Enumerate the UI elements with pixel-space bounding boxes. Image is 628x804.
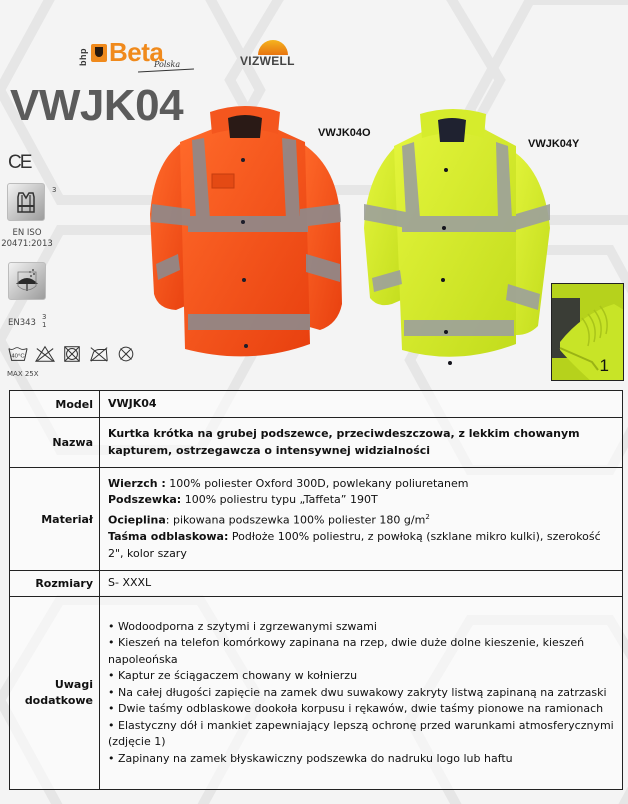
list-item: • Zapinany na zamek błyskawiczny podszewka do nadruku logo lub haftu [108, 751, 614, 768]
row-label-sizes: Rozmiary [10, 571, 100, 597]
row-label-name: Nazwa [10, 418, 100, 468]
rain-standard: EN343 [8, 318, 36, 328]
sun-icon [258, 40, 288, 55]
ce-mark: CE [8, 152, 31, 173]
no-tumble-dry-icon [62, 345, 82, 363]
table-row-sizes [10, 571, 623, 597]
no-iron-icon [89, 345, 109, 363]
material-outer: Wierzch : 100% poliester Oxford 300D, powlekany poliuretanem [108, 476, 469, 490]
list-item: • Dwie taśmy odblaskowe dookoła korpusu i rękawów, dwie taśmy pionowe na ramionach [108, 701, 614, 718]
table-row-material [10, 468, 623, 571]
care-symbols [8, 345, 136, 363]
umbrella-rain-icon [8, 262, 46, 300]
cuff-detail-photo [551, 283, 624, 381]
list-item: • Na całej długości zapięcie na zamek dwu suwakowy zakryty listwą zapinaną na zatrzaski [108, 685, 614, 702]
hi-vis-standard [0, 228, 54, 250]
list-item: • Wodoodporna z szytymi i zgrzewanymi szwami [108, 619, 614, 636]
table-row-name [10, 418, 623, 468]
hi-vis-class: 3 [52, 186, 57, 194]
page-title: VWJK04 [10, 81, 184, 130]
material-reflective-tape: Taśma odblaskowa: Podłoże 100% poliestru, z powłoką (szklane mikro kulki), szerokość 2", kolor szary [108, 530, 601, 560]
no-bleach-icon [35, 345, 55, 363]
jacket-yellow-image [358, 108, 554, 372]
vizwell-logo-name: VIZWELL [240, 54, 295, 68]
list-item: • Kieszeń na telefon komórkowy zapinana na rzep, dwie duże dolne kieszenie, kieszeń napoleońska [108, 635, 614, 668]
row-label-notes: Uwagi dodatkowe [10, 597, 100, 790]
row-label-material: Materiał [10, 468, 100, 571]
table-row-notes [10, 597, 623, 790]
hi-vis-standard-line2: 20471:2013 [1, 239, 53, 249]
variant-label-yellow: VWJK04Y [528, 138, 580, 150]
beta-logo-name: Beta [109, 37, 164, 67]
photo-caption-number: 1 [599, 356, 609, 375]
vizwell-logo [240, 40, 316, 70]
rain-class-bottom: 1 [42, 321, 47, 329]
max-wash-count: MAX 25X [7, 370, 39, 378]
hi-vis-vest-icon [7, 183, 45, 221]
notes-list [108, 619, 614, 768]
row-value-material [100, 468, 623, 571]
row-value-notes [100, 597, 623, 790]
row-label-model: Model [10, 391, 100, 418]
svg-text:40°C: 40°C [11, 353, 25, 360]
beta-logo-sub: Polska [154, 60, 181, 69]
row-value-sizes: S- XXXL [100, 571, 623, 597]
row-value-model: VWJK04 [100, 391, 623, 418]
hi-vis-standard-line1: EN ISO [12, 228, 42, 238]
material-lining: Podszewka: 100% poliestru typu „Taffeta” 190T [108, 493, 378, 507]
row-value-name: Kurtka krótka na grubej podszewce, przeciwdeszczowa, z lekkim chowanym kapturem, ostrzegawcza o intensywnej widzialności [100, 418, 623, 468]
rain-class-top: 3 [42, 313, 47, 321]
variant-label-orange: VWJK04O [318, 127, 371, 139]
wash-40c-icon [8, 345, 28, 363]
wrench-shield-icon [91, 44, 107, 62]
beta-logo-prefix: bhp [78, 48, 88, 66]
spec-table [9, 390, 623, 790]
swoosh-line [138, 69, 194, 73]
rain-class [42, 313, 46, 329]
no-dry-clean-icon [116, 345, 136, 363]
beta-logo [78, 38, 188, 72]
list-item: • Elastyczny dół i mankiet zapewniający lepszą ochronę przed warunkami atmosferycznymi (zdjęcie 1) [108, 718, 614, 751]
material-insulation: Ocieplina: pikowana podszewka 100% poliester 180 $g/m^2$ [108, 512, 430, 527]
jacket-orange-image [140, 104, 350, 372]
list-item: • Kaptur ze ściągaczem chowany w kołnierzu [108, 668, 614, 685]
table-row-model [10, 391, 623, 418]
